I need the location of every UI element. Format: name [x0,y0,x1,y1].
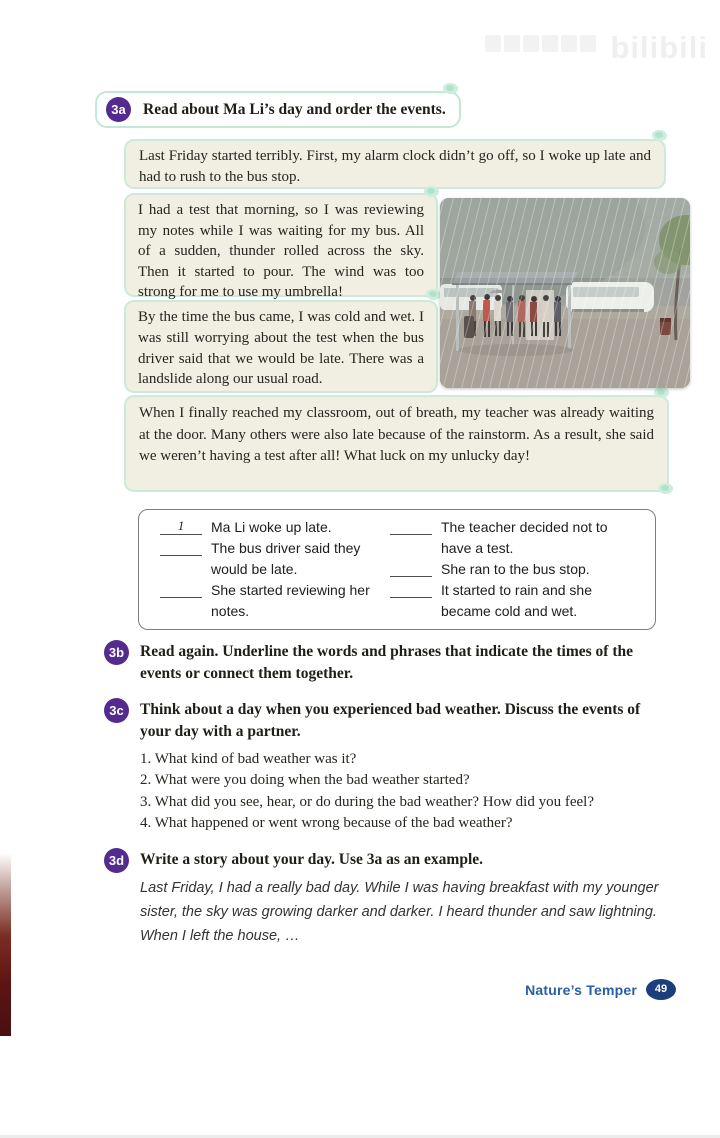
section-3d-title: Write a story about your day. Use 3a as an example. [140,851,484,868]
story-paragraph-1: Last Friday started terribly. First, my alarm clock didn’t go off, so I woke up late and had to rush to the bus stop. [124,139,666,189]
bilibili-watermark [408,24,708,66]
ordering-item-text: She started reviewing her notes. [211,582,370,619]
story-paragraph-4: When I finally reached my classroom, out of breath, my teacher was already waiting at the door. Many others were also late because of the rainstorm. As a result, she said we weren’t having a test after all! What luck on my unlucky day! [124,395,669,492]
order-blank [160,540,202,556]
rain-overlay [440,198,690,388]
order-blank [390,561,432,577]
question-3: 3. What did you see, hear, or do during the bad weather? How did you feel? [140,793,594,810]
leaf-decoration [652,130,667,141]
order-blank [390,582,432,598]
ordering-item [160,580,390,622]
book-spine-red-bar [0,853,11,1036]
ordering-item-text: Ma Li woke up late. [211,519,332,535]
order-blank [160,582,202,598]
page-footer [525,979,676,1000]
order-blank: 1 [160,519,202,535]
ordering-item-text: The bus driver said they would be late. [211,540,361,577]
ordering-item [160,538,390,580]
ordering-right-column [390,517,640,629]
section-3b-badge: 3b [104,640,129,665]
rainstorm-illustration [440,198,690,388]
section-3d-badge: 3d [104,848,129,873]
watermark-cjk-blocks [482,24,596,60]
leaf-decoration [658,483,673,494]
section-3c-badge: 3c [104,698,129,723]
ordering-item [160,517,390,538]
section-3c-title: Think about a day when you experienced bad weather. Discuss the events of your day with a partner. [140,701,641,740]
leaf-decoration [424,186,439,197]
rainy-bus-stop-photo [440,198,690,388]
section-3a-title: Read about Ma Li’s day and order the events. [143,100,446,118]
story-paragraph-2: I had a test that morning, so I was reviewing my notes while I was waiting for my bus. All of a sudden, thunder rolled across the sky. Then it started to pour. The wind was too strong for me to use my umbrella! [124,193,438,297]
ordering-item [390,580,640,622]
ordering-exercise-box [138,509,656,630]
section-3a-badge: 3a [106,97,131,122]
ordering-item [390,517,640,559]
ordering-item [390,559,640,580]
order-blank [390,519,432,535]
ordering-item-text: The teacher decided not to have a test. [441,519,608,556]
question-4: 4. What happened or went wrong because of the bad weather? [140,814,513,831]
unit-title: Nature’s Temper [525,981,637,998]
section-3b-title: Read again. Underline the words and phrases that indicate the times of the events or connect them together. [140,643,633,682]
watermark-logo-text: bilibili [610,30,708,65]
writing-example-text: Last Friday, I had a really bad day. While I was having breakfast with my younger sister, the sky was growing darker and darker. I heard thunder and saw lightning. When I left the house, … [140,880,659,944]
question-2: 2. What were you doing when the bad weather started? [140,772,470,789]
discussion-questions [140,749,680,834]
story-paragraph-3: By the time the bus came, I was cold and wet. I was still worrying about the test when the bus driver said that we would be late. There was a landslide along our usual road. [124,300,438,393]
page-number-badge: 49 [646,979,676,1000]
ordering-item-text: It started to rain and she became cold and wet. [441,582,592,619]
ordering-item-text: She ran to the bus stop. [441,561,590,577]
leaf-decoration [426,289,441,300]
question-1: 1. What kind of bad weather was it? [140,751,357,767]
ordering-left-column [160,517,390,629]
section-3a-header [95,91,461,128]
leaf-decoration [443,83,458,94]
leaf-decoration [654,387,669,398]
